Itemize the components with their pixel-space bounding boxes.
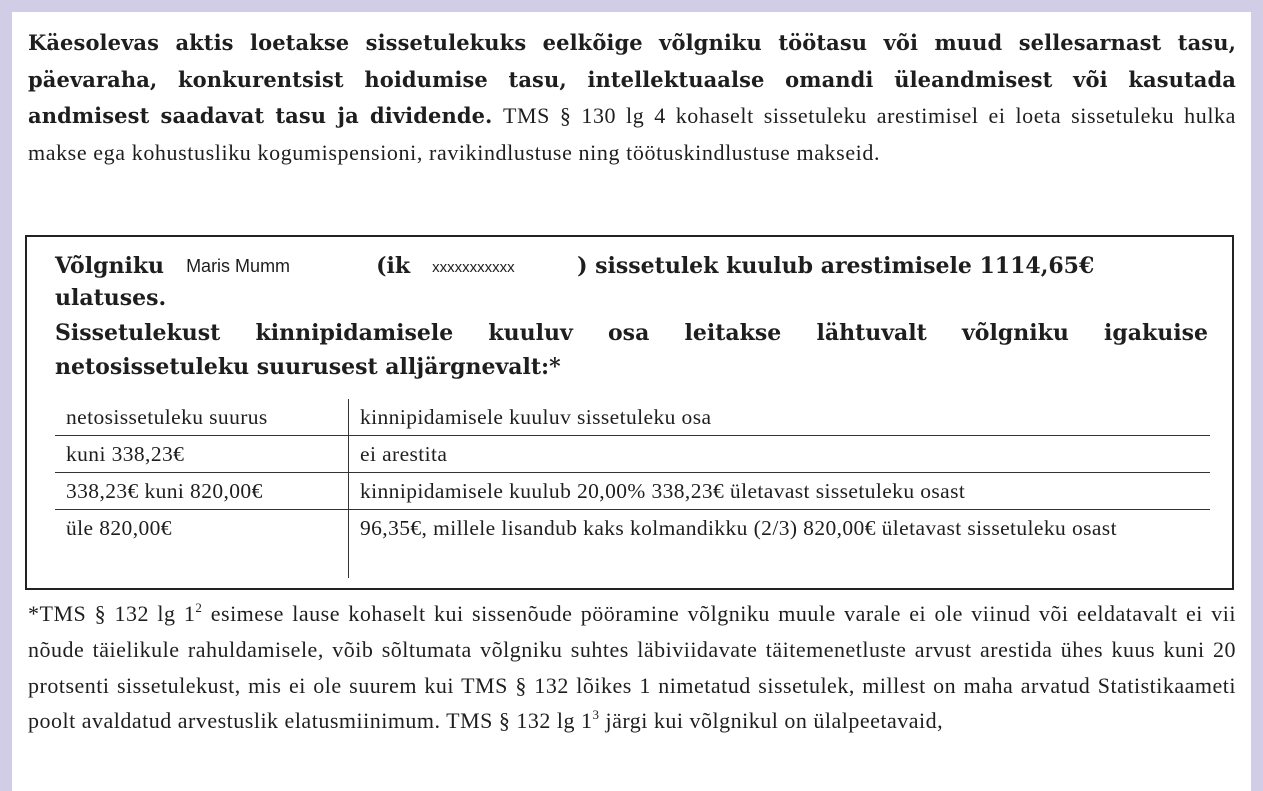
table-row xyxy=(55,510,1210,579)
document-page xyxy=(12,12,1251,791)
seizure-info-box xyxy=(25,235,1234,590)
table-cell-share: ei arestita xyxy=(349,436,1211,473)
debtor-name-field: Maris Mumm xyxy=(186,256,291,276)
footnote-text-2: esimese lause kohaselt kui sissenõude pööramine võlgniku muule varale ei ole viinud või eeldatavalt ei vii nõude täielikule rahuldamisele, võib sõltumata võlgniku suhtes läbiviidavate täitemenetluste arvust arestida ühes kuus kuni 20 protsenti sissetulekust, mis ei ole suurem kui TMS § 132 lõikes 1 nimetatud sissetulek, millest on maha arvatud Statistikaameti poolt avaldatud arvestuslik elatusmiinimum. TMS § 132 lg 1 xyxy=(28,601,1236,734)
table-cell-income: üle 820,00€ xyxy=(55,510,349,579)
seizure-amount-text: ) sissetulek kuulub arestimisele 1114,65€ xyxy=(577,253,1095,279)
table-header-income: netosissetuleku suurus xyxy=(55,399,349,436)
footnote-paragraph xyxy=(28,596,1236,739)
id-prefix: (ik xyxy=(376,253,411,279)
scope-line: ulatuses. xyxy=(55,285,167,311)
deduction-intro-line: Sissetulekust kinnipidamisele kuuluv osa leitakse lähtuvalt võlgniku igakuise xyxy=(55,320,1208,346)
table-cell-income: 338,23€ kuni 820,00€ xyxy=(55,473,349,510)
deduction-table xyxy=(55,399,1210,578)
table-header-row xyxy=(55,399,1210,436)
footnote-sup-1: 2 xyxy=(195,600,203,615)
table-cell-share: kinnipidamisele kuulub 20,00% 338,23€ ületavast sissetuleku osast xyxy=(349,473,1211,510)
table-header-share: kinnipidamisele kuuluv sissetuleku osa xyxy=(349,399,1211,436)
intro-paragraph xyxy=(28,25,1236,171)
table-cell-income: kuni 338,23€ xyxy=(55,436,349,473)
intro-normal-text: TMS § 130 lg 4 kohaselt sissetuleku arestimisel ei loeta sissetuleku hulka makse ega kohustusliku kogumispensioni, ravikindlustuse ning töötuskindlustuse makseid. xyxy=(28,103,1237,165)
footnote-text-3: järgi kui võlgnikul on ülalpeetavaid, xyxy=(599,708,944,734)
table-row xyxy=(55,473,1210,510)
debtor-line xyxy=(55,250,1208,284)
intro-bold-text: Käesolevas aktis loetakse sissetulekuks eelkõige võlgniku töötasu või muud sellesarnast tasu, päevaraha, konkurentsist hoidumise tasu, intellektuaalse omandi üleandmisest või kasutada andmisest saadavat tasu ja dividende. xyxy=(28,30,1236,128)
footnote-sup-2: 3 xyxy=(592,707,600,723)
id-code-field: xxxxxxxxxxx xyxy=(432,259,515,276)
debtor-label: Võlgniku xyxy=(55,253,165,279)
deduction-intro-line-2: netosissetuleku suurusest alljärgnevalt:* xyxy=(55,354,561,380)
table-cell-share: 96,35€, millele lisandub kaks kolmandikku (2/3) 820,00€ ületavast sissetuleku osast xyxy=(360,516,1117,540)
footnote-text-1: *TMS § 132 lg 1 xyxy=(28,601,196,626)
table-row xyxy=(55,436,1210,473)
